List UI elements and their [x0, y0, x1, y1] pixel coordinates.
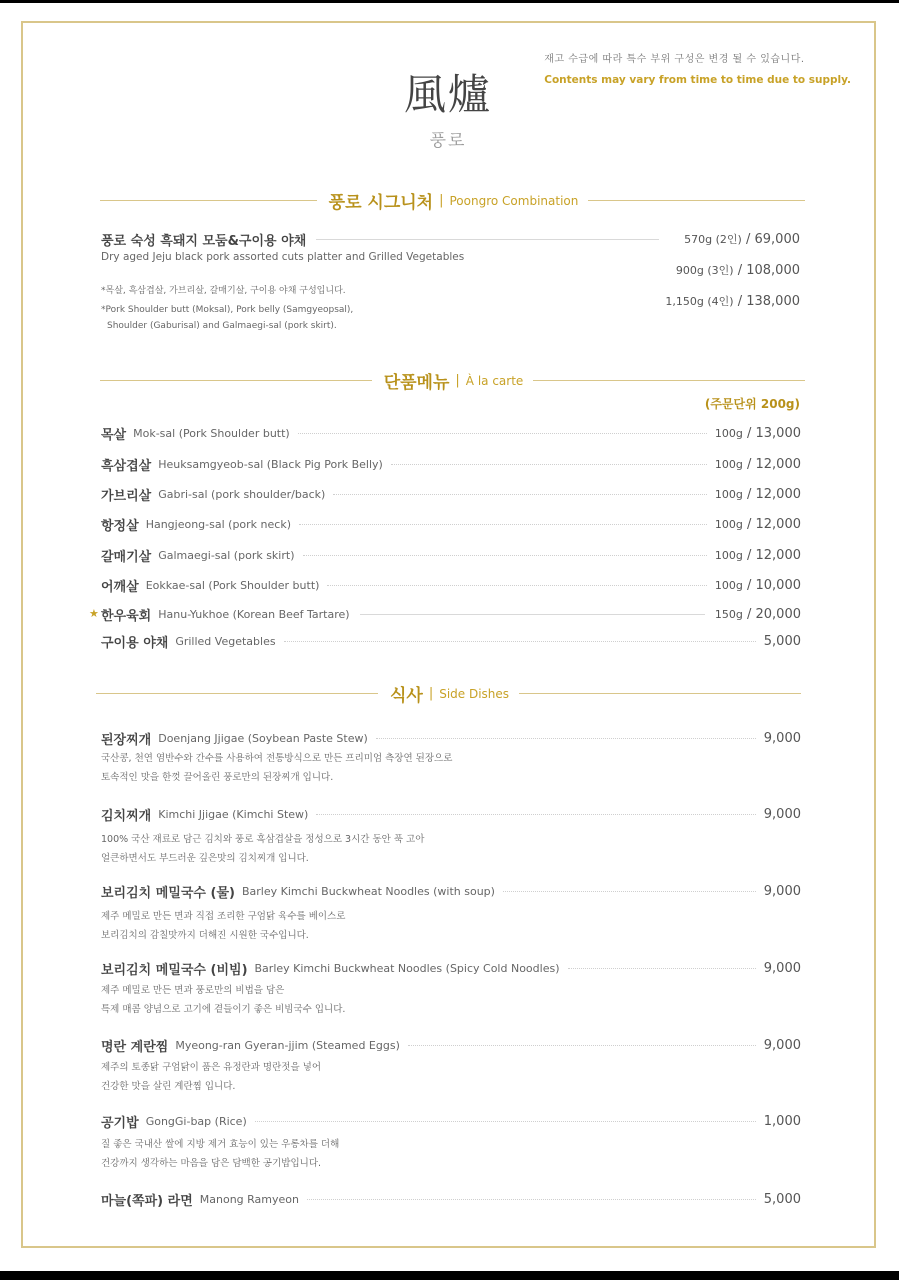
menu-item — [101, 515, 801, 533]
side-item — [101, 1112, 801, 1130]
menu-item — [101, 546, 801, 564]
leader-dots — [568, 967, 756, 969]
separator: | — [428, 686, 434, 701]
item-price: 150g / 20,000 — [714, 606, 801, 622]
logo-korean: 풍로 — [429, 131, 467, 151]
menu-item — [101, 576, 801, 594]
logo-hanja: 風爐 — [403, 70, 492, 119]
desc-line: 건강까지 생각하는 마음을 담은 담백한 공기밥입니다. — [101, 1158, 322, 1169]
item-name: 보리김치 메밀국수 (비빔) — [101, 962, 248, 978]
price: 108,000 — [746, 263, 800, 278]
separator: | — [439, 193, 444, 208]
bottom-edge — [0, 1271, 899, 1280]
portion: 100g — [714, 426, 743, 440]
leader-dots — [299, 523, 707, 525]
item-price: 100g / 12,000 — [714, 486, 801, 502]
price: 12,000 — [755, 486, 801, 502]
item-price: 100g / 13,000 — [714, 425, 801, 441]
portion: 100g — [714, 487, 743, 501]
item-price: 5,000 — [763, 1191, 801, 1207]
item-price: 100g / 10,000 — [714, 577, 801, 593]
section-title-en: Poongro Combination — [449, 193, 579, 208]
divider — [100, 200, 317, 201]
section-title-ko: 풍로 시그니처 — [328, 193, 434, 213]
menu-item — [101, 485, 801, 503]
desc-line: 100% 국산 재료로 담근 김치와 풍로 흑삼겹살을 정성으로 3시간 동안 푹 고아 — [101, 834, 425, 845]
signature-name-en: Dry aged Jeju black pork assorted cuts platter and Grilled Vegetables — [101, 251, 465, 263]
side-item — [101, 729, 801, 747]
item-name-en: Myeong-ran Gyeran-jjim (Steamed Eggs) — [175, 1038, 400, 1052]
separator: | — [455, 373, 460, 388]
item-description — [101, 981, 345, 1019]
portion: 1,150g (4인) — [665, 295, 734, 308]
item-description — [101, 1058, 321, 1096]
divider — [100, 380, 372, 381]
item-name: 공기밥 — [101, 1115, 139, 1131]
item-price: 9,000 — [763, 883, 801, 899]
item-price: 1,000 — [763, 1113, 801, 1129]
price: 12,000 — [755, 456, 801, 472]
desc-line: 특제 매콤 양념으로 고기에 곁들이기 좋은 비빔국수 입니다. — [101, 1004, 346, 1015]
item-name-en: Grilled Vegetables — [175, 634, 276, 648]
section-header-sides — [96, 681, 801, 706]
restaurant-logo — [388, 72, 508, 151]
desc-line: 제주 메밀로 만든 면과 직접 조리한 구엄닭 육수를 베이스로 — [101, 911, 346, 922]
item-name: 된장찌개 — [101, 732, 152, 748]
item-price: 5,000 — [763, 633, 801, 649]
item-name: 가브리살 — [101, 488, 152, 504]
item-name: 김치찌개 — [101, 808, 152, 824]
supply-notice — [544, 50, 851, 86]
leader-dots — [307, 1198, 756, 1200]
leader-dots — [408, 1044, 756, 1046]
item-price: 100g / 12,000 — [714, 547, 801, 563]
top-edge — [0, 0, 899, 3]
item-price: 9,000 — [763, 1037, 801, 1053]
notice-english: Contents may vary from time to time due to supply. — [544, 74, 851, 86]
section-title-ko: 단품메뉴 — [383, 373, 450, 393]
item-description — [101, 749, 452, 787]
price: 12,000 — [755, 547, 801, 563]
item-description — [101, 907, 345, 945]
leader-dots — [391, 463, 707, 465]
portion: 570g (2인) — [684, 233, 742, 246]
leader-dots — [327, 584, 706, 586]
leader-dots — [284, 640, 756, 642]
price: 20,000 — [755, 606, 801, 622]
desc-line: 건강한 맛을 살린 계란찜 입니다. — [101, 1081, 236, 1092]
notice-korean: 재고 수급에 따라 특수 부위 구성은 변경 될 수 있습니다. — [544, 54, 805, 65]
desc-line: 제주 메밀로 만든 면과 풍로만의 비법을 담은 — [101, 985, 285, 996]
price: 69,000 — [754, 232, 800, 247]
item-price: 100g / 12,000 — [714, 516, 801, 532]
item-price: 9,000 — [763, 806, 801, 822]
portion: 100g — [714, 457, 743, 471]
item-name-en: Doenjang Jjigae (Soybean Paste Stew) — [158, 731, 368, 745]
item-name-en: GongGi-bap (Rice) — [145, 1114, 247, 1128]
signature-note-en — [101, 302, 353, 334]
price: 12,000 — [755, 516, 801, 532]
item-name: 항정살 — [101, 518, 139, 534]
leader-dots — [316, 813, 755, 815]
divider — [519, 693, 801, 694]
menu-item — [101, 605, 801, 623]
section-header-alacarte — [100, 368, 805, 393]
item-name: 구이용 야채 — [101, 635, 169, 651]
item-name-en: Barley Kimchi Buckwheat Noodles (with soup) — [241, 884, 495, 898]
leader-dots — [503, 890, 756, 892]
desc-line: 보리김치의 감칠맛까지 더해진 시원한 국수입니다. — [101, 930, 309, 941]
desc-line: 토속적인 맛을 한껏 끌어올린 풍로만의 된장찌개 입니다. — [101, 772, 334, 783]
price: 138,000 — [746, 294, 800, 309]
note-en-line-1: *Pork Shoulder butt (Moksal), Pork belly (Samgyeopsal), — [101, 305, 354, 315]
item-name: 어깨살 — [101, 579, 139, 595]
item-name: 마늘(쪽파) 라면 — [101, 1193, 193, 1209]
item-name: 흑삼겹살 — [101, 458, 152, 474]
item-name: 목살 — [101, 427, 127, 443]
item-name-en: Galmaegi-sal (pork skirt) — [158, 548, 295, 562]
divider — [588, 200, 805, 201]
item-name-en: Manong Ramyeon — [199, 1192, 299, 1206]
desc-line: 국산콩, 천연 염반수와 간수를 사용하여 전통방식으로 만든 프리미엄 측장연 된장으로 — [101, 753, 453, 764]
price: 13,000 — [755, 425, 801, 441]
leader-dots — [298, 432, 707, 434]
section-title-en: Side Dishes — [439, 686, 510, 701]
item-name-en: Hanu-Yukhoe (Korean Beef Tartare) — [158, 607, 350, 621]
desc-line: 질 좋은 국내산 쌀에 지방 제거 효능이 있는 우롱차를 더해 — [101, 1139, 340, 1150]
item-name-en: Hangjeong-sal (pork neck) — [145, 517, 291, 531]
item-name-en: Kimchi Jjigae (Kimchi Stew) — [158, 807, 309, 821]
desc-line: 제주의 토종닭 구엄닭이 품은 유정란과 명란젓을 넣어 — [101, 1062, 322, 1073]
item-price: 9,000 — [763, 960, 801, 976]
item-name: 풍로 숙성 흑돼지 모둠&구이용 야채 — [101, 233, 307, 249]
menu-item — [101, 632, 801, 650]
portion: 100g — [714, 548, 743, 562]
item-name: 한우육회 — [101, 608, 152, 624]
leader-line — [316, 239, 659, 240]
menu-item — [101, 424, 801, 442]
side-item — [101, 1190, 801, 1208]
item-name: 보리김치 메밀국수 (물) — [101, 885, 235, 901]
price: 10,000 — [755, 577, 801, 593]
section-header-signature — [100, 188, 805, 213]
note-en-line-2: Shoulder (Gaburisal) and Galmaegi-sal (pork skirt). — [107, 321, 337, 331]
item-price: 9,000 — [763, 730, 801, 746]
side-item — [101, 959, 801, 977]
side-item — [101, 882, 801, 900]
signature-price-4: 1,150g (4인) / 138,000 — [665, 294, 800, 309]
divider — [96, 693, 378, 694]
section-title-ko: 식사 — [389, 686, 423, 706]
leader-dots — [255, 1120, 756, 1122]
item-description — [101, 1135, 339, 1173]
item-name: 명란 계란찜 — [101, 1039, 169, 1055]
item-name-en: Eokkae-sal (Pork Shoulder butt) — [145, 578, 320, 592]
leader-dots — [376, 737, 756, 739]
item-name-en: Gabri-sal (pork shoulder/back) — [158, 487, 326, 501]
side-item — [101, 1036, 801, 1054]
order-unit-note: (주문단위 200g) — [704, 397, 800, 411]
menu-item — [101, 455, 801, 473]
item-price: 100g / 12,000 — [714, 456, 801, 472]
signature-price-2: 570g (2인) / 69,000 — [684, 232, 800, 247]
desc-line: 얼큰하면서도 부드러운 깊은맛의 김치찌개 입니다. — [101, 853, 309, 864]
portion: 100g — [714, 578, 743, 592]
item-name: 갈매기살 — [101, 549, 152, 565]
signature-item — [101, 230, 669, 248]
side-item — [101, 805, 801, 823]
leader-dots — [333, 493, 707, 495]
portion: 150g — [714, 607, 743, 621]
signature-note-ko: *목살, 흑삼겹살, 가브리살, 갈매기살, 구이용 야채 구성입니다. — [101, 286, 346, 296]
leader-dots — [303, 554, 707, 556]
item-name-en: Heuksamgyeob-sal (Black Pig Pork Belly) — [158, 457, 383, 471]
signature-price-3: 900g (3인) / 108,000 — [675, 263, 800, 278]
item-name-en: Mok-sal (Pork Shoulder butt) — [133, 426, 290, 440]
portion: 900g (3인) — [675, 264, 734, 277]
portion: 100g — [714, 517, 743, 531]
section-title-en: À la carte — [465, 373, 524, 388]
item-description — [101, 830, 424, 868]
item-name-en: Barley Kimchi Buckwheat Noodles (Spicy Cold Noodles) — [254, 961, 560, 975]
divider — [533, 380, 805, 381]
star-icon: ★ — [89, 607, 99, 620]
leader-line — [360, 614, 705, 615]
